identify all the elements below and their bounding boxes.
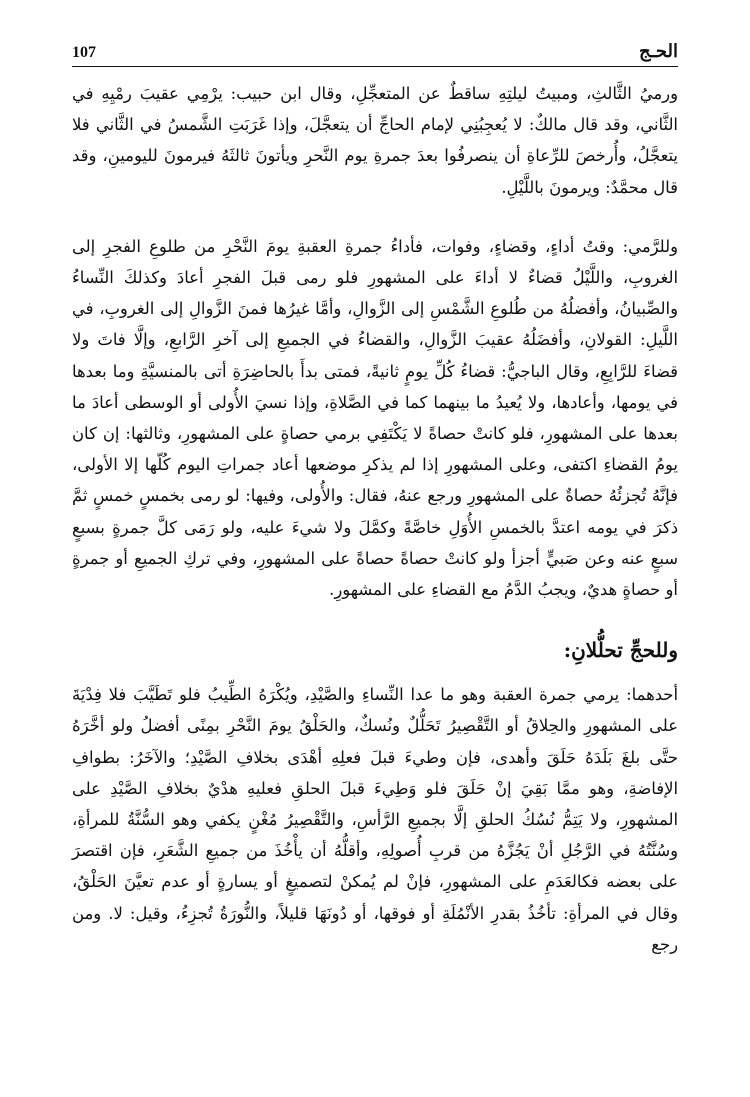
section-heading: وللحجِّ تحلُّلانِ:: [563, 638, 678, 663]
running-title: الحـج: [639, 41, 678, 62]
paragraph-3: أحدهما: يرمي جمرة العقبة وهو ما عدا النِّساءِ والصَّيْدِ، ويُكْرَهُ الطِّيبُ فلو تَطَيَّبَ فلا فِدْيَةَ على المشهورِ والحِلاقُ أو التَّقْصِيرُ تَحَلُّلٌ ونُسكٌ، والحَلْقُ يومَ النَّحْرِ بمِنًى أفضلُ ولو أخَّرَهُ حتَّى بلغَ بَلَدَهُ حَلَقَ وأهدى، فإن وطيءَ قبلَ فعلِهِ أهْدَى بخلافِ الصَّيْدِ؛ والآخَرُ: بطوافِ الإفاضةِ، وهو ممَّا بَقِيَ إنْ حَلَقَ فلو وَطِيءَ قبلَ الحلقِ فعليهِ هدْيٌ بخلافِ الصَّيْدِ على المشهورِ، ولا يَتِمُّ نُسُكُ الحلقِ إلَّا بجميعِ الرَّأسِ، والتَّقْصِيرُ مُغْنٍ يكفي وهو السُّنَّةُ للمرأةِ، وسُنَّتُهُ في الرَّجُلِ أنْ يَجُزَّهُ من قربِ أُصولِهِ، وأقلُّهُ أن يأْخُذَ من جميعِ الشَّعَرِ، فإن اقتصرَ على بعضه فكالعَدَمِ على المشهورِ، فإنْ لم يُمكنْ لتصميغٍ أو يسارةٍ أو عدم تعيَّنَ الحَلْقُ، وقال في المرأةِ: تأخُذُ بقدرِ الأنْمُلَةِ أو فوقها، أو دُونَهَا قليلاً، والنُّورَةُ تُجزِءُ، وقيل: لا. ومن رجع: [72, 685, 678, 954]
paragraph-1: ورميُ الثَّالثِ، ومبيتُ ليلتِهِ ساقطٌ عن المتعجِّلِ، وقال ابن حبيب: يرْمِي عقيبَ رمْيِهِ في الثَّاني، وقد قال مالكٌ: لا يُعجِبُنِي لإمام الحاجِّ أن يتعجَّلَ، وإذا غَرَبَتِ الشَّمسُ في الثَّاني فلا يتعجَّلُ، وأُرخصَ للرِّعاةِ أن ينصرفُوا بعدَ جمرةِ يوم النَّحرِ ويأتونَ ثالثَهُ فيرمونَ لليومينِ، وقد قال محمَّدٌ: ويرمونَ باللَّيْلِ.: [72, 84, 678, 197]
page-body: [72, 78, 678, 960]
paragraph-2: وللرَّمي: وقتُ أداءٍ، وقضاءٍ، وفوات، فأداءُ جمرةِ العقبةِ يومَ النَّحْرِ من طلوعِ الفجرِ إلى الغروبِ، واللَّيْلُ قضاءٌ لا أداءَ على المشهورِ فلو رمى قبلَ الفجرِ أعادَ وكذلكَ النِّساءُ والصِّبيانُ، وأفضلُهُ من طُلوعِ الشَّمْسِ إلى الزَّوالِ، وأمَّا غيرُها فمنَ الزَّوالِ إلى الغروبِ، في اللَّيلِ: القولانِ، وأفضَلُهُ عقيبَ الزَّوالِ، والقضاءُ في الجميعِ إلى آخرِ الرَّابعِ، وإلَّا فاتَ ولا قضاءَ للرَّابِعِ، وقال الباجيُّ: قضاءُ كُلِّ يومٍ ثانيةً، فمتى بدأَ بالحاضِرَةِ أتى بالمنسيَّةِ وما بعدها في يومها، وأعادها، ولا يُعيدُ ما بينهما كما في الصَّلاةِ، وإذا نسيَ الأُولى أو الوسطى أعادَ ما بعدها على المشهورِ، فلو كانتْ حصاةً لا يَكْتَفِي برمي حصاةٍ على المشهورِ، وثالثها: إن كان يومُ القضاءِ اكتفى، وعلى المشهورِ إذا لم يذكرِ موضعها أعاد جمراتِ اليوم كُلّها إلا الأولى، فإنَّهُ تُجزئُهُ حصاةٌ على المشهورِ ورجع عنهُ، فقال: والأُولى، وفيها: لو رمى بخمسٍ خمسٍ ثمَّ ذكرَ في يومه اعتدَّ بالخمسِ الأُوَلِ خاصَّةً وكمَّلَ ولا شيءَ عليه، ولو رَمَى كلَّ جمرةٍ بسبعٍ سبعٍ عنه وعن صَبيٍّ أجزأ ولو كانتْ حصاةً حصاةً على المشهورِ، وفي تركِ الجميعِ أو جمرةٍ أو حصاةٍ هديٌ، ويجبُ الدَّمُ مع القضاءِ على المشهورِ.: [72, 236, 678, 600]
page-number: 107: [72, 44, 96, 61]
page-header: [72, 36, 678, 67]
